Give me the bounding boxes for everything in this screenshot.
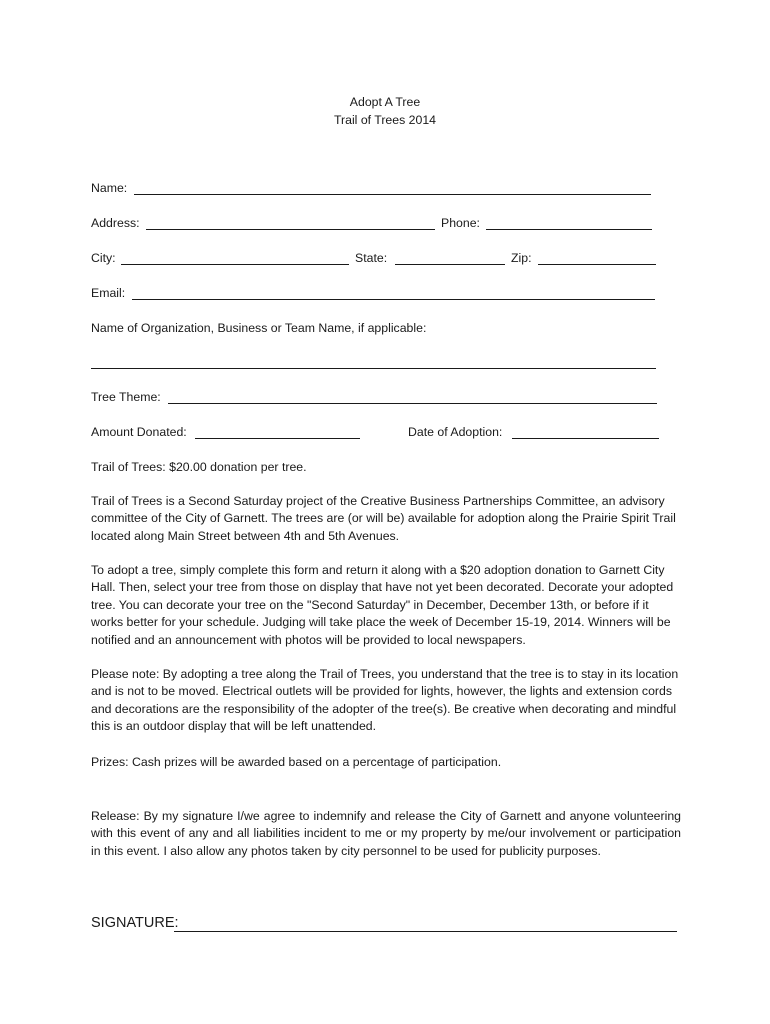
state-field[interactable]: [395, 264, 505, 265]
release-paragraph: Release: By my signature I/we agree to indemnify and release the City of Garnett and anyone volunteering with this event of any and all liabilities incident to me or my property by me/our involvement or participation in this event. I also allow any photos taken by city personnel to be used for publicity purposes.: [91, 809, 681, 858]
city-field[interactable]: [121, 264, 349, 265]
zip-label: Zip:: [511, 251, 532, 265]
phone-field[interactable]: [486, 229, 652, 230]
prizes-text: Prizes: Cash prizes will be awarded based on a percentage of participation.: [91, 755, 502, 769]
email-label: Email:: [91, 286, 126, 300]
signature-field[interactable]: [174, 931, 677, 932]
intro-paragraph: Trail of Trees is a Second Saturday project of the Creative Business Partnerships Committee, an advisory committee of the City of Garnett. The trees are (or will be) available for adoption along the Prairie Spirit Trail located along Main Street between 4th and 5th Avenues.: [91, 494, 676, 543]
email-field[interactable]: [132, 299, 655, 300]
signature-label: SIGNATURE:: [91, 915, 179, 931]
address-label: Address:: [91, 216, 140, 230]
name-label: Name:: [91, 181, 128, 195]
note-paragraph: Please note: By adopting a tree along the Trail of Trees, you understand that the tree is to stay in its location and is not to be moved. Electrical outlets will be provided for lights, however, the lights and extension cords and decorations are the responsibility of the adopter of the tree(s). Be creative when decorating and mindful this is an outdoor display that will be left unattended.: [91, 667, 679, 734]
state-label: State:: [355, 251, 388, 265]
amount-donated-label: Amount Donated:: [91, 425, 187, 439]
zip-field[interactable]: [538, 264, 656, 265]
address-field[interactable]: [146, 229, 435, 230]
form-subtitle: Trail of Trees 2014: [333, 113, 437, 127]
instructions-paragraph: To adopt a tree, simply complete this form and return it along with a $20 adoption donation to Garnett City Hall. Then, select your tree from those on display that have not yet been decorated. Decorate your adopted tree. You can decorate your tree on the "Second Saturday" in December, December 13th, or before if it works better for your schedule. Judging will take place the week of December 15-19, 2014. Winners will be notified and an announcement with photos will be provided to local newspapers.: [91, 563, 674, 647]
date-of-adoption-field[interactable]: [512, 438, 659, 439]
tree-theme-field[interactable]: [168, 403, 657, 404]
name-field[interactable]: [134, 194, 651, 195]
organization-field[interactable]: [91, 368, 656, 369]
amount-donated-field[interactable]: [195, 438, 360, 439]
form-title: Adopt A Tree: [349, 95, 421, 109]
city-label: City:: [91, 251, 116, 265]
price-note: Trail of Trees: $20.00 donation per tree.: [91, 460, 307, 474]
tree-theme-label: Tree Theme:: [91, 390, 161, 404]
phone-label: Phone:: [441, 216, 480, 230]
organization-label: Name of Organization, Business or Team Name, if applicable:: [91, 321, 427, 335]
date-of-adoption-label: Date of Adoption:: [408, 425, 503, 439]
